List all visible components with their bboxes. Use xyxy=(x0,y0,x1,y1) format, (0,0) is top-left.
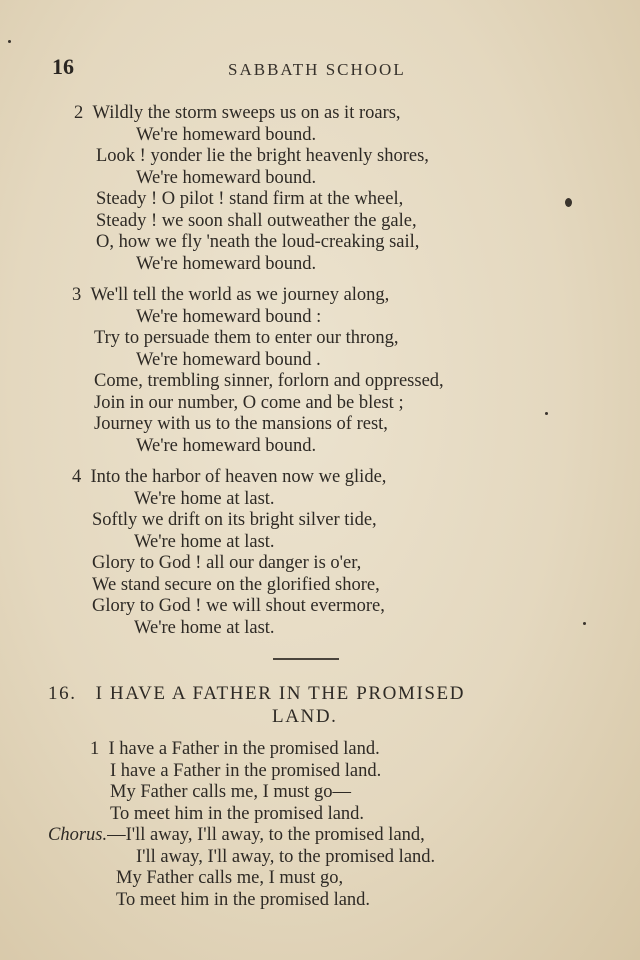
hymn-number: 16. xyxy=(48,683,77,704)
verse-line: Steady ! O pilot ! stand firm at the wheel, xyxy=(96,189,404,209)
verse-line: Steady ! we soon shall outweather the gale, xyxy=(96,211,417,231)
verse-line: Softly we drift on its bright silver tide, xyxy=(92,510,377,530)
verse-line: We're homeward bound . xyxy=(136,350,321,370)
verse-line: My Father calls me, I must go— xyxy=(110,782,351,802)
verse-number: 3 xyxy=(72,285,82,305)
verse-line: Join in our number, O come and be blest ; xyxy=(94,393,404,413)
chorus-line: Chorus.—I'll away, I'll away, to the promised land, xyxy=(48,825,425,845)
ink-speck xyxy=(583,622,586,625)
verse-line: 2 Wildly the storm sweeps us on as it roars, xyxy=(74,103,401,123)
verse-line: Try to persuade them to enter our throng, xyxy=(94,328,399,348)
verse-line: I have a Father in the promised land. xyxy=(110,761,382,781)
verse-line: To meet him in the promised land. xyxy=(110,804,365,824)
verse-line: 1 I have a Father in the promised land. xyxy=(90,739,380,759)
verse-line: We're homeward bound : xyxy=(136,307,322,327)
verse-line: Glory to God ! all our danger is o'er, xyxy=(92,553,362,573)
hymn-title: 16. I HAVE A FATHER IN THE PROMISED xyxy=(48,683,466,704)
ink-speck xyxy=(545,412,548,415)
verse-line: 4 Into the harbor of heaven now we glide, xyxy=(72,467,387,487)
verse-number: 2 xyxy=(74,103,84,123)
verse-line: Come, trembling sinner, forlorn and oppressed, xyxy=(94,371,444,391)
chorus-label: Chorus. xyxy=(48,825,108,845)
verse-line: We're homeward bound. xyxy=(136,254,317,274)
hymn-title-continued: LAND. xyxy=(272,706,338,727)
verse-line: We're home at last. xyxy=(134,532,275,552)
chorus-line: To meet him in the promised land. xyxy=(116,890,371,910)
section-divider xyxy=(273,658,339,660)
verse-line: We're home at last. xyxy=(134,618,275,638)
ink-speck xyxy=(565,198,572,207)
chorus-line: My Father calls me, I must go, xyxy=(116,868,344,888)
verse-line: We're home at last. xyxy=(134,489,275,509)
verse-line: 3 We'll tell the world as we journey along, xyxy=(72,285,390,305)
verse-line: We stand secure on the glorified shore, xyxy=(92,575,380,595)
verse-line: O, how we fly 'neath the loud-creaking sail, xyxy=(96,232,420,252)
verse-line: Journey with us to the mansions of rest, xyxy=(94,414,388,434)
verse-line: We're homeward bound. xyxy=(136,168,317,188)
verse-number: 4 xyxy=(72,467,82,487)
verse-line: Look ! yonder lie the bright heavenly shores, xyxy=(96,146,429,166)
running-head: SABBATH SCHOOL xyxy=(228,60,406,79)
verse-line: We're homeward bound. xyxy=(136,125,317,145)
verse-number: 1 xyxy=(90,739,100,759)
ink-speck xyxy=(8,40,11,43)
verse-line: We're homeward bound. xyxy=(136,436,317,456)
verse-line: Glory to God ! we will shout evermore, xyxy=(92,596,385,616)
chorus-line: I'll away, I'll away, to the promised land. xyxy=(136,847,436,867)
page-number: 16 xyxy=(52,54,74,79)
